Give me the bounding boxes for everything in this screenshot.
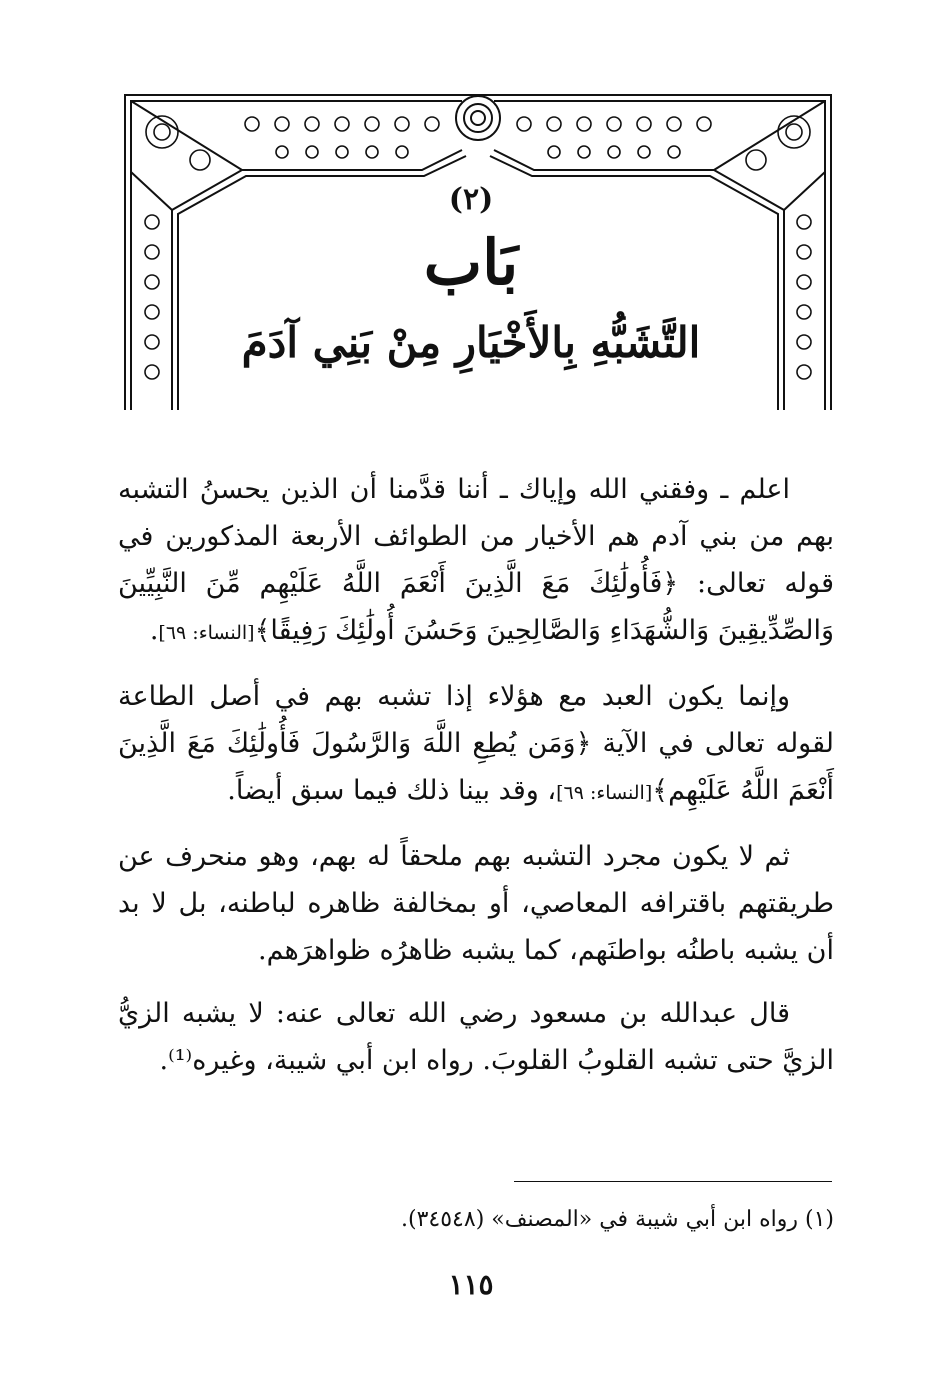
footnote: (١) رواه ابن أبي شيبة في «المصنف» (٣٤٥٤٨).	[401, 1207, 834, 1232]
paragraph-2: وإنما يكون العبد مع هؤلاء إذا تشبه بهم في أصل الطاعة لقوله تعالى في الآية ﴿وَمَن يُطِعِ اللَّهَ وَالرَّسُولَ فَأُولَٰئِكَ مَعَ الَّذِينَ أَنْعَمَ اللَّهُ عَلَيْهِم﴾[النساء: ٦٩]، وقد بينا ذلك فيما سبق أيضاً.	[118, 681, 835, 806]
paragraph-4: قال عبدالله بن مسعود رضي الله تعالى عنه: لا يشبه الزيُّ الزيَّ حتى تشبه القلوبُ القلوبَ. رواه ابن أبي شيبة، وغيره⁽¹⁾.	[118, 998, 834, 1076]
footnote-separator	[514, 1181, 832, 1182]
quran-verse: ﴿فَأُولَٰئِكَ مَعَ الَّذِينَ أَنْعَمَ اللَّهُ عَلَيْهِم مِّنَ النَّبِيِّينَ وَالصِّدِّيقِينَ وَالشُّهَدَاءِ وَالصَّالِحِينَ وَحَسُنَ أُولَٰئِكَ رَفِيقًا﴾	[118, 568, 834, 646]
chapter-title: التَّشَبُّهِ بِالأَخْيَارِ مِنْ بَنِي آدَمَ	[241, 318, 701, 367]
paragraph-3: ثم لا يكون مجرد التشبه بهم ملحقاً له بهم، وهو منحرف عن طريقتهم باقترافه المعاصي، أو بمخالفة ظاهره لباطنه، بل لا بد أن يشبه باطنُه بواطنَهم، كما يشبه ظاهرُه ظواهرَهم.	[118, 841, 834, 966]
verse-citation: [النساء: ٦٩]	[158, 622, 255, 644]
chapter-bab-heading: بَاب	[423, 226, 519, 299]
main-text	[118, 466, 834, 1100]
quran-verse: ﴿وَمَن يُطِعِ اللَّهَ وَالرَّسُولَ فَأُولَٰئِكَ مَعَ الَّذِينَ أَنْعَمَ اللَّهُ عَلَيْهِم﴾	[118, 728, 834, 806]
chapter-number: (٢)	[448, 182, 494, 217]
page-number: ١١٥	[448, 1268, 494, 1301]
paragraph-1: اعلم ـ وفقني الله وإياك ـ أننا قدَّمنا أن الذين يحسنُ التشبه بهم من بني آدم هم الأخيار من الطوائف الأربعة المذكورين في قوله تعالى: ﴿فَأُولَٰئِكَ مَعَ الَّذِينَ أَنْعَمَ اللَّهُ عَلَيْهِم مِّنَ النَّبِيِّينَ وَالصِّدِّيقِينَ وَالشُّهَدَاءِ وَالصَّالِحِينَ وَحَسُنَ أُولَٰئِكَ رَفِيقًا﴾[النساء: ٦٩].	[118, 474, 834, 646]
verse-citation: [النساء: ٦٩]	[556, 782, 653, 804]
footnote-marker[interactable]: ⁽¹⁾.	[159, 1045, 193, 1076]
